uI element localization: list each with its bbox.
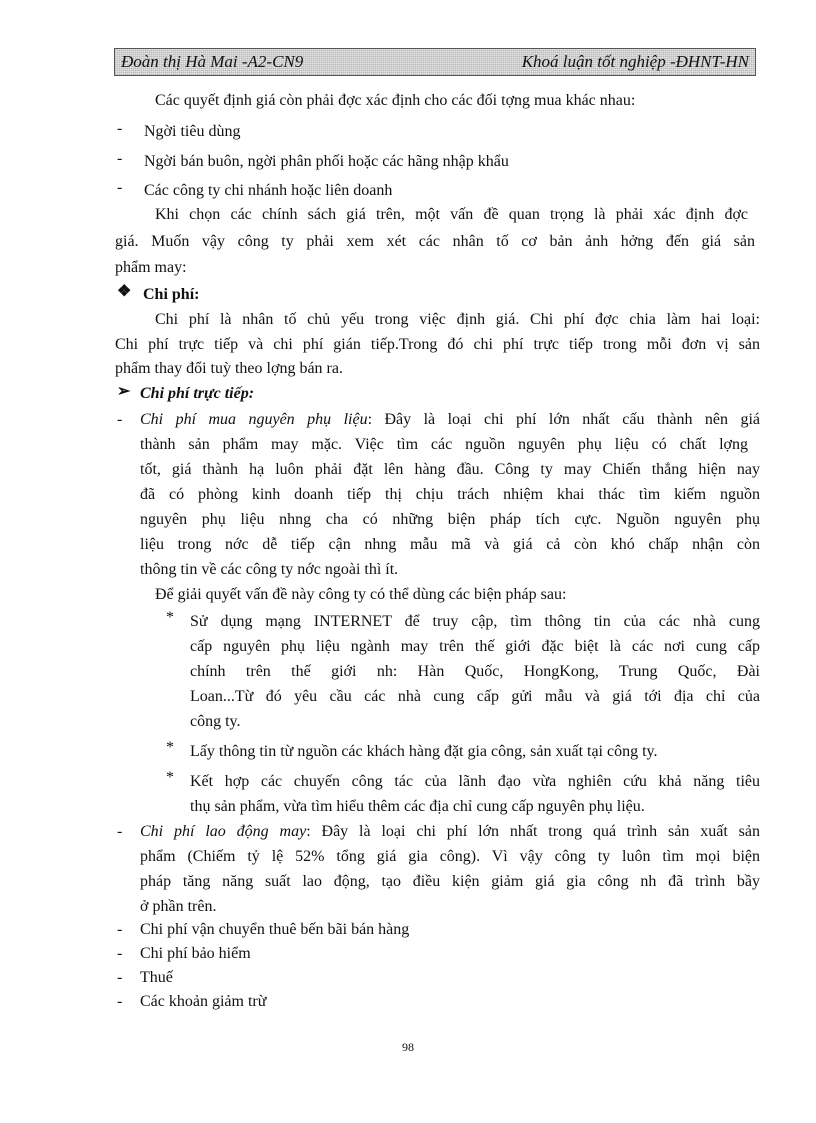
body-line: Khi chọn các chính sách giá trên, một vấn đề quan trọng là phải xác định đợc	[155, 206, 748, 223]
body-line: Sử dụng mạng INTERNET để truy cập, tìm thông tin của các nhà cung	[190, 613, 760, 630]
body-line: tốt, giá thành hạ luôn phải đặt lên hàng đầu. Công ty may Chiến thắng hiện nay	[140, 461, 760, 478]
diamond-bullet-icon: ❖	[117, 283, 132, 300]
dash-bullet: -	[117, 993, 123, 1010]
item-text: : Đây là loại chi phí lớn nhất trong quá trình sản xuất sản	[306, 823, 760, 840]
section-heading: Chi phí:	[143, 286, 200, 303]
dash-bullet: -	[117, 411, 123, 428]
body-line: nguyên phụ liệu nhng cha có những biện pháp tích cực. Nguồn nguyên phụ	[140, 511, 760, 528]
list-item: Thuế	[140, 969, 173, 986]
star-bullet: *	[166, 769, 174, 786]
item-label: Chi phí mua nguyên phụ liệu	[140, 411, 368, 428]
body-line: cấp nguyên phụ liệu ngành may trên thế giới đặc biệt là các nơi cung cấp	[190, 638, 760, 655]
body-line: thụ sản phẩm, vừa tìm hiểu thêm các địa chỉ cung cấp nguyên phụ liệu.	[190, 798, 645, 815]
header-author: Đoàn thị Hà Mai -A2-CN9	[121, 52, 304, 71]
body-line: ở phần trên.	[140, 898, 217, 915]
body-line: thông tin về các công ty nớc ngoài thì ít.	[140, 561, 399, 578]
body-line: phẩm thay đổi tuỳ theo lợng bán ra.	[115, 360, 343, 377]
body-line: Chi phí là nhân tố chủ yếu trong việc định giá. Chi phí đợc chia làm hai loại:	[155, 311, 760, 328]
list-item: Các công ty chi nhánh hoặc liên doanh	[144, 182, 393, 199]
dash-bullet: -	[117, 150, 123, 167]
body-line: chính trên thế giới nh: Hàn Quốc, HongKong, Trung Quốc, Đài	[190, 663, 760, 680]
item-text: : Đây là loại chi phí lớn nhất cấu thành nên giá	[367, 411, 761, 428]
body-line: thành sản phẩm may mặc. Việc tìm các nguồn nguyên phụ liệu có chất lợng	[140, 436, 748, 453]
dash-bullet: -	[117, 969, 123, 986]
body-line: phẩm (Chiếm tỷ lệ 52% tổng giá gia công). Vì vậy công ty luôn tìm mọi biện	[140, 848, 760, 865]
dash-bullet: -	[117, 945, 123, 962]
body-line: Loan...Từ đó yêu cầu các nhà cung cấp gửi mẫu và giá tới địa chỉ của	[190, 688, 760, 705]
arrow-bullet-icon: ➢	[117, 383, 131, 400]
list-item: Các khoản giảm trừ	[140, 993, 267, 1010]
list-item: Ngời bán buôn, ngời phân phối hoặc các hãng nhập khẩu	[144, 153, 509, 170]
header-thesis-title: Khoá luận tốt nghiệp -ĐHNT-HN	[521, 52, 749, 71]
body-line: Để giải quyết vấn đề này công ty có thể dùng các biện pháp sau:	[155, 586, 567, 603]
page-number: 98	[402, 1040, 414, 1054]
list-item: Chi phí vận chuyển thuê bến bãi bán hàng	[140, 921, 410, 938]
item-label: Chi phí lao động may	[140, 823, 307, 840]
subsection-heading: Chi phí trực tiếp:	[140, 385, 255, 402]
dash-bullet: -	[117, 179, 123, 196]
body-line: pháp tăng năng suất lao động, tạo điều kiện giảm giá gia công nh đã trình bầy	[140, 873, 760, 890]
body-line: công ty.	[190, 713, 241, 730]
body-line: Chi phí trực tiếp và chi phí gián tiếp.Trong đó chi phí trực tiếp trong mỗi đơn vị sản	[115, 336, 760, 353]
page-header	[114, 48, 756, 76]
body-line: liệu trong nớc dễ tiếp cận nhng mẫu mã và giá cả còn khó chấp nhận còn	[140, 536, 760, 553]
body-line: Lấy thông tin từ nguồn các khách hàng đặt gia công, sản xuất tại công ty.	[190, 743, 658, 760]
body-line	[140, 820, 760, 844]
body-line	[140, 408, 760, 432]
body-line: phẩm may:	[115, 259, 187, 276]
star-bullet: *	[166, 739, 174, 756]
body-line: đã có phòng kinh doanh tiếp thị chịu trách nhiệm khai thác tìm kiếm nguồn	[140, 486, 760, 503]
body-line: Các quyết định giá còn phải đợc xác định cho các đối tợng mua khác nhau:	[155, 92, 636, 109]
dash-bullet: -	[117, 823, 123, 840]
dash-bullet: -	[117, 120, 123, 137]
star-bullet: *	[166, 609, 174, 626]
list-item: Ngời tiêu dùng	[144, 123, 241, 140]
body-line: giá. Muốn vậy công ty phải xem xét các nhân tố cơ bản ảnh hởng đến giá sản	[115, 233, 755, 250]
list-item: Chi phí bảo hiểm	[140, 945, 251, 962]
dash-bullet: -	[117, 921, 123, 938]
body-line: Kết hợp các chuyến công tác của lãnh đạo vừa nghiên cứu khả năng tiêu	[190, 773, 760, 790]
